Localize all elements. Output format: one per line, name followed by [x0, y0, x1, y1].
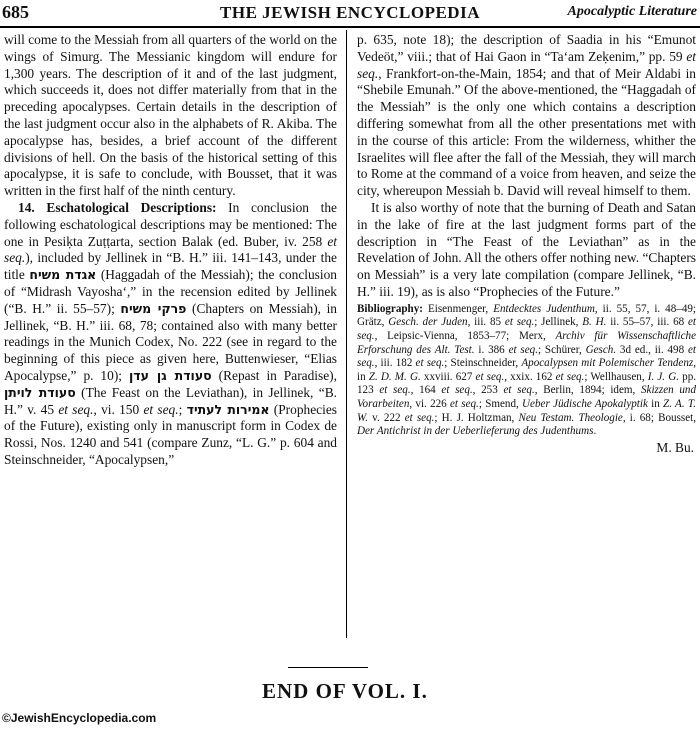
running-title: THE JEWISH ENCYCLOPEDIA [220, 3, 480, 22]
left-column [4, 32, 337, 469]
bibliography: Bibliography: Eisenmenger, Entdecktes Judenthum, ii. 55, 57, i. 48–49; Grätz, Gesch. der Juden, iii. 85 et seq.; Jellinek, B. H. ii. 55–57, iii. 68 et seq., Leipsic-Vienna, 1853–77; Merx, Archiv für Wissenschaftliche Erforschung des Alt. Test. i. 386 et seq.; Schürer, Gesch. 3d ed., ii. 498 et seq., iii. 182 et seq.; Steinschneider, Apocalypsen mit Polemischer Tendenz, in Z. D. M. G. xxviii. 627 et seq., xxix. 162 et seq.; Wellhausen, I. J. G. pp. 123 et seq., 164 et seq., 253 et seq., Berlin, 1894; idem, Skizzen und Vorarbeiten, vi. 226 et seq.; Smend, Ueber Jüdische Apokalyptik in Z. A. T. W. v. 222 et seq.; H. J. Holtzman, Neu Testam. Theologie, i. 68; Bousset, Der Antichrist in der Ueberlieferung des Judenthums. [357, 302, 697, 438]
end-of-volume: END OF VOL. I. [262, 679, 428, 703]
hebrew-title: סעודת לויתן [4, 384, 76, 400]
author-signature: M. Bu. [656, 439, 694, 455]
hebrew-title: סעודת גן עדן [128, 367, 212, 383]
copyright-credit: ©JewishEncyclopedia.com [2, 711, 157, 725]
end-rule [288, 667, 368, 668]
section-title: Apocalyptic Literature [567, 4, 697, 19]
paragraph: It is also worthy of note that the burning of Death and Satan in the lake of fire at the last judgment forms part of the description in “The Feast of the Leviathan” as in the Revelation of John. All the others offer nothing new. “Chapters on Messiah” is a very late compilation (compare Jellinek, “B. H.” iii. 19), as is also “Prophecies of the Future.” [357, 199, 696, 299]
hebrew-title: אמירות לעתיד [186, 401, 270, 417]
hebrew-title: פרקי משיח [120, 300, 187, 316]
page-number: 685 [2, 2, 29, 22]
hebrew-title: אגדת משיח [29, 267, 97, 283]
column-divider [346, 30, 347, 638]
section-heading: 14. Eschatological Descriptions: [18, 199, 217, 215]
paragraph-continued: will come to the Messiah from all quarters of the world on the wings of Simurg. The Messianic kingdom will endure for 1,300 years. The description of it and of the last judgment, which succeeds it, does not differ materially from that in the preceding apocalypses. Certain details in the description of the last judgment occur also in the alphabets of R. Akiba. The apocalypse has, besides, a brief account of the different divisions of hell. On the basis of the historical setting of this apocalypse, it is safe to conclude, with Bousset, that it was written in the first half of the ninth century. [4, 32, 337, 199]
paragraph-continued: p. 635, note 18); the description of Saadia in his “Emunot Vedeöt,” viii.; that of Hai Gaon in “Ta‘am Zeḳenim,” pp. 59 et seq., Frankfort-on-the-Main, 1854; and that of Meir Aldabi in “Shebile Emunah.” Of the above-mentioned, the “Haggadah of the Messiah” is the only one which contains a description differing somewhat from all the other presentations met with in the course of this article: From the wilderness, whither the Israelites will flee after the fall of the Messiah, they will march to Rome at the command of a voice from heaven, and seize the city, whereupon Messiah b. David will reveal himself to them. [357, 32, 696, 199]
page-header [0, 0, 700, 28]
paragraph-eschatological-descriptions: 14. Eschatological Descriptions: In conclusion the following eschatological descriptions may be mentioned: The one in Pesiḳta Zuṭṭarta, section Balak (ed. Buber, iv. 258 et seq.), included by Jellinek in “B. H.” iii. 141–143, under the title אגדת משיח (Haggadah of the Messiah); the conclusion of “Midrash Vayosha‘,” in the recension edited by Jellinek (“B. H.” ii. 55–57); פרקי משיח (Chapters on Messiah), in Jellinek, “B. H.” iii. 68, 78; contained also with many better readings in the Munich Codex, No. 222 (see in regard to the beginning of this piece as given here, Buttenwieser, “Elias Apocalypse,” p. 10); סעודת גן עדן (Repast in Paradise), סעודת לויתן (The Feast on the Leviathan), in Jellinek, “B. H.” v. 45 et seq., vi. 150 et seq.; אמירות לעתיד (Prophecies of the Future), existing only in manuscript form in Codex de Rossi, Nos. 1240 and 541 (compare Zunz, “L. G.” p. 604 and Steinschneider, “Apocalypsen,” [4, 199, 338, 467]
right-column [357, 32, 696, 456]
bibliography-label: Bibliography: [357, 302, 423, 315]
